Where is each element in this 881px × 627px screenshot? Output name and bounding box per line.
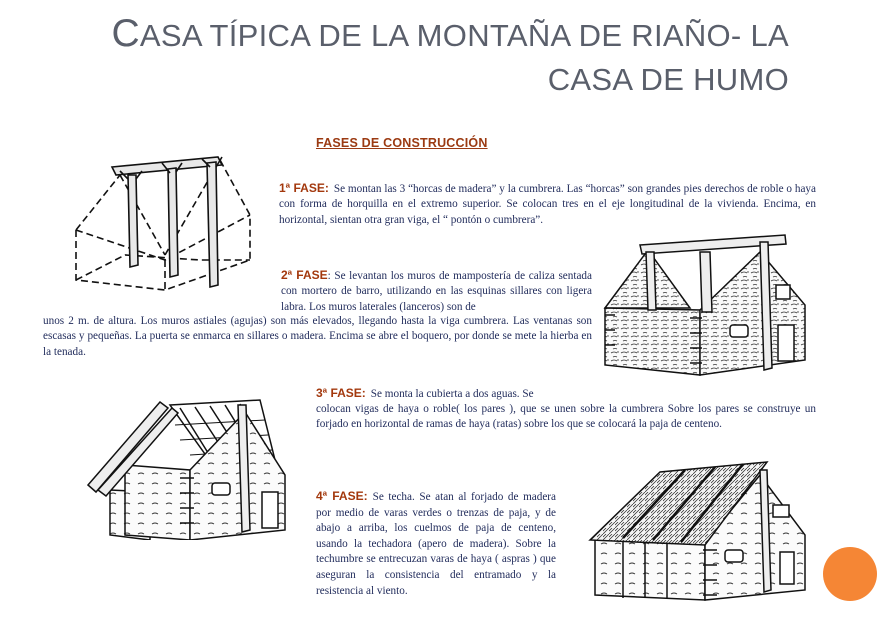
phase-2-illustration: [600, 230, 820, 385]
phase-3-text-top: [316, 386, 616, 402]
title-rest: ASA TÍPICA DE LA MONTAÑA DE RIAÑO- LA: [139, 18, 789, 53]
phase-2-text-top: [281, 268, 592, 315]
phase-3-description-part-1: Se monta la cubierta a dos aguas. Se: [370, 388, 534, 400]
decorative-orange-circle: [823, 547, 877, 601]
slide-title-line-1: [111, 12, 789, 56]
roof-rafters-drawing-icon: [80, 380, 290, 540]
phase-4-illustration: [585, 450, 810, 610]
phase-2-text-bottom: unos 2 m. de altura. Los muros astiales (agujas) son más elevados, llegando hasta la viga cumbrera. Las ventanas son escasas y pequeñas. La puerta se enmarca en sillares o madera. Encima se abre el boquero, por donde se mete la hierba en la tenada.: [43, 315, 592, 358]
phase-3-text-bottom: colocan vigas de haya o roble( los pares ), que se unen sobre la cumbrera Sobre los pares se construye un forjado en horizontal de ramas de haya (ratas) sobre los que se colocará la paja de centeno.: [316, 403, 816, 431]
slide-title-line-2: CASA DE HUMO: [547, 62, 789, 97]
phase-1-description: Se montan las 3 “horcas de madera” y la cumbrera. Las “horcas” son grandes pies derechos de roble o haya con forma de horquilla en el extremo superior. Se colocan tres en el eje longitudinal de la vivienda. Encima, en horizontal, sientan otra gran viga, el “ pontón o cumbrera”.: [279, 183, 816, 226]
phase-1-illustration: [70, 135, 275, 300]
thatched-house-drawing-icon: [585, 450, 810, 610]
phase-4-description: Se techa. Se atan al forjado de madera por medio de varas verdes o trenzas de paja, y de abajo a arriba, los cuelmos de paja de centeno, usando la techadora (apero de madera). Sobre la techumbre se entrecuzan varas de haya ( aspras ) que aseguran la consistencia del entramado y la resistencia al viento.: [316, 491, 556, 597]
phase-3-illustration: [80, 380, 290, 540]
stone-walls-drawing-icon: [600, 230, 820, 385]
phase-1-label: 1ª FASE:: [279, 181, 329, 195]
phase-2-description-part-1: : Se levantan los muros de mampostería de caliza sentada con mortero de barro, utilizando en las esquinas sillares con ligera labra. Los muros laterales (lanceros) son de: [281, 270, 592, 313]
forks-frame-drawing-icon: [70, 135, 275, 300]
phase-2-label: 2ª FASE: [281, 268, 328, 282]
phase-4-text: [316, 489, 556, 599]
phase-1-text: [279, 181, 816, 228]
section-heading: FASES DE CONSTRUCCIÓN: [316, 136, 488, 150]
phase-3-label: 3ª FASE:: [316, 386, 366, 400]
title-initial: C: [111, 12, 140, 55]
phase-4-label: 4ª FASE:: [316, 489, 368, 503]
